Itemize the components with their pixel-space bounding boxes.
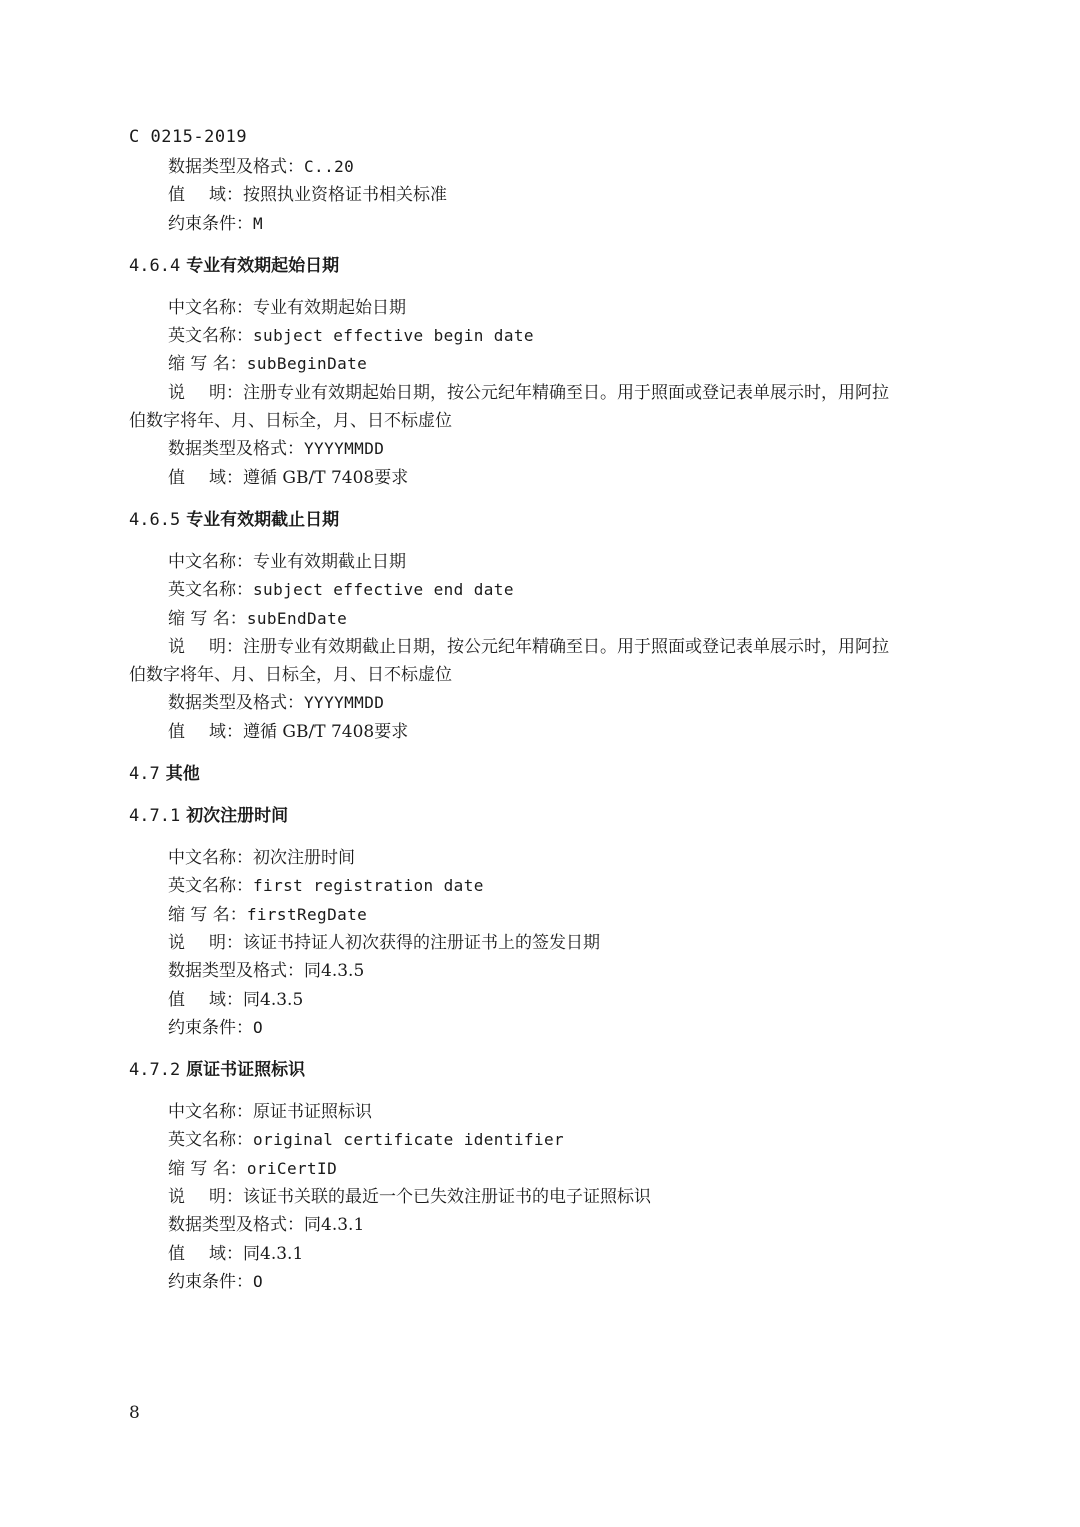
section-number: 4.6.4 — [129, 255, 181, 276]
field-label: 值 — [168, 1243, 185, 1264]
field-label: 中文名称： — [168, 551, 253, 572]
field-domain — [129, 718, 989, 746]
field-value: 注册专业有效期起始日期，按公元纪年精确至日。用于照面或登记表单展示时，用阿拉 — [243, 382, 889, 403]
field-cn-name — [129, 844, 989, 872]
field-label: 明： — [209, 636, 243, 657]
field-label: 说 — [168, 382, 185, 403]
section-title: 初次注册时间 — [186, 806, 289, 827]
field-value: first registration date — [253, 876, 484, 896]
field-value: subBeginDate — [246, 354, 368, 374]
field-dtype — [129, 153, 989, 181]
field-value: original certificate identifier — [253, 1130, 565, 1150]
field-value: O — [253, 1017, 264, 1037]
field-abbr — [129, 901, 989, 929]
field-domain — [129, 181, 989, 209]
field-desc — [129, 379, 989, 407]
field-label: 约束条件： — [168, 1017, 253, 1038]
field-label: 英文名称： — [168, 1130, 253, 1151]
field-label: 数据类型及格式： — [168, 1215, 304, 1236]
field-value: 注册专业有效期截止日期，按公元纪年精确至日。用于照面或登记表单展示时，用阿拉 — [243, 636, 889, 657]
field-value: subject effective begin date — [253, 326, 534, 346]
field-value: subject effective end date — [253, 580, 514, 600]
page-content — [129, 153, 989, 1296]
section-title: 原证书证照标识 — [186, 1060, 306, 1081]
field-label: 说 — [168, 636, 185, 657]
field-constraint — [129, 210, 989, 238]
field-value: M — [253, 213, 264, 233]
field-value: 专业有效期截止日期 — [253, 551, 406, 572]
field-value: subEndDate — [246, 608, 348, 628]
field-label: 数据类型及格式： — [168, 157, 304, 177]
field-domain — [129, 464, 989, 492]
field-constraint — [129, 1268, 989, 1296]
field-label: 域： — [209, 1243, 243, 1264]
field-label: 明： — [209, 932, 243, 953]
field-label: 值 — [168, 721, 185, 742]
section-title: 专业有效期截止日期 — [186, 509, 340, 530]
field-value: YYYYMMDD — [304, 693, 385, 713]
field-label: 中文名称： — [168, 1102, 253, 1123]
section-number: 4.7.1 — [129, 806, 181, 827]
field-value: 原证书证照标识 — [253, 1102, 372, 1123]
field-en-name — [129, 872, 989, 900]
section-number: 4.7.2 — [129, 1060, 181, 1081]
field-label: 数据类型及格式： — [168, 961, 304, 982]
field-label: 英文名称： — [168, 876, 253, 897]
field-label: 缩 写 名： — [168, 608, 247, 629]
field-value: 同4.3.5 — [304, 961, 365, 982]
field-abbr — [129, 350, 989, 378]
field-en-name — [129, 322, 989, 350]
field-label: 缩 写 名： — [168, 904, 247, 925]
field-value: 同4.3.1 — [243, 1243, 304, 1264]
field-label: 值 — [168, 467, 185, 488]
field-cn-name — [129, 1098, 989, 1126]
field-label: 说 — [168, 1187, 185, 1208]
field-label: 约束条件： — [168, 213, 253, 234]
field-dtype — [129, 1211, 989, 1239]
field-value: YYYYMMDD — [304, 439, 385, 459]
field-desc-continued: 伯数字将年、月、日标全，月、日不标虚位 — [129, 665, 452, 686]
field-dtype — [129, 957, 989, 985]
field-value: oriCertID — [246, 1158, 338, 1178]
field-label: 明： — [209, 382, 243, 403]
field-constraint — [129, 1014, 989, 1042]
field-domain — [129, 1240, 989, 1268]
field-label: 域： — [209, 989, 243, 1010]
field-label: 中文名称： — [168, 848, 253, 869]
field-value: C..20 — [304, 157, 355, 176]
field-label: 明： — [209, 1187, 243, 1208]
field-label: 英文名称： — [168, 326, 253, 347]
section-heading-4-7 — [129, 760, 989, 788]
field-label: 值 — [168, 185, 185, 206]
field-label: 域： — [209, 185, 243, 206]
field-domain — [129, 986, 989, 1014]
field-value: 遵循 GB/T 7408要求 — [243, 467, 409, 488]
field-value: 遵循 GB/T 7408要求 — [243, 721, 409, 742]
field-value: 该证书关联的最近一个已失效注册证书的电子证照标识 — [243, 1187, 651, 1208]
field-abbr — [129, 1155, 989, 1183]
field-en-name — [129, 1126, 989, 1154]
field-value: O — [253, 1271, 264, 1291]
section-title: 专业有效期起始日期 — [186, 255, 340, 276]
section-heading-4-7-1 — [129, 802, 989, 830]
field-cn-name — [129, 294, 989, 322]
standard-code-header: C 0215-2019 — [129, 127, 248, 147]
field-desc — [129, 633, 989, 661]
field-dtype — [129, 435, 989, 463]
field-label: 缩 写 名： — [168, 1158, 247, 1179]
field-label: 域： — [209, 467, 243, 488]
field-desc — [129, 1183, 989, 1211]
field-abbr — [129, 605, 989, 633]
field-cn-name — [129, 548, 989, 576]
section-heading-4-6-4 — [129, 252, 989, 280]
field-value: 初次注册时间 — [253, 848, 355, 869]
field-label: 说 — [168, 932, 185, 953]
section-heading-4-6-5 — [129, 506, 989, 534]
field-desc — [129, 929, 989, 957]
section-title: 其他 — [165, 764, 200, 785]
field-label: 中文名称： — [168, 297, 253, 318]
field-value: 同4.3.1 — [304, 1215, 365, 1236]
field-en-name — [129, 576, 989, 604]
field-value: 该证书持证人初次获得的注册证书上的签发日期 — [243, 932, 600, 953]
section-number: 4.6.5 — [129, 509, 181, 530]
field-label: 值 — [168, 989, 185, 1010]
field-label: 约束条件： — [168, 1271, 253, 1292]
field-label: 英文名称： — [168, 580, 253, 601]
field-label: 缩 写 名： — [168, 354, 247, 375]
section-number: 4.7 — [129, 764, 160, 785]
section-heading-4-7-2 — [129, 1056, 989, 1084]
field-value: firstRegDate — [246, 904, 368, 924]
field-dtype — [129, 689, 989, 717]
field-label: 数据类型及格式： — [168, 439, 304, 460]
field-value: 按照执业资格证书相关标准 — [243, 185, 447, 206]
field-value: 同4.3.5 — [243, 989, 304, 1010]
field-desc-continued: 伯数字将年、月、日标全，月、日不标虚位 — [129, 411, 452, 432]
field-label: 域： — [209, 721, 243, 742]
field-value: 专业有效期起始日期 — [253, 297, 406, 318]
page-number: 8 — [129, 1403, 140, 1423]
field-label: 数据类型及格式： — [168, 693, 304, 714]
